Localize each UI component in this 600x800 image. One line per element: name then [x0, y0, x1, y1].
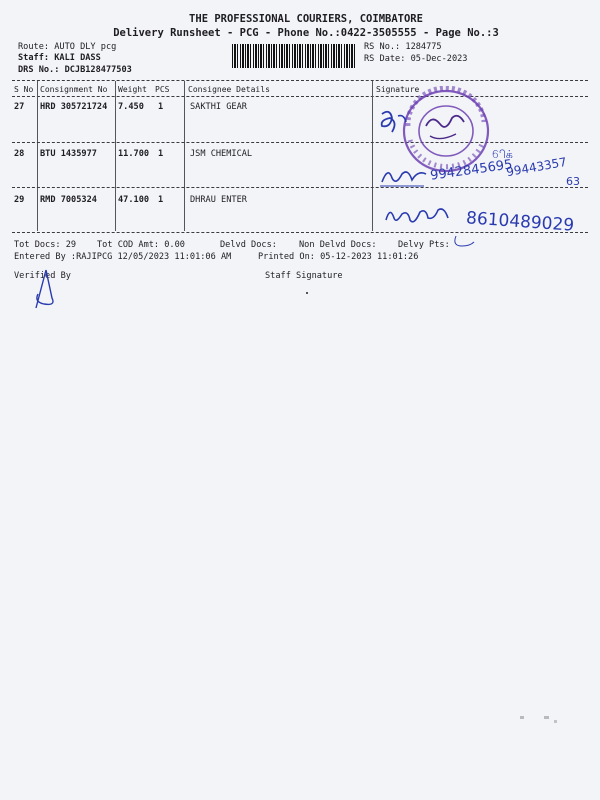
header-bottom-divider [12, 96, 588, 97]
company-name: THE PROFESSIONAL COURIERS, COIMBATORE [189, 13, 423, 25]
col-header-weight: Weight [118, 85, 147, 94]
row-weight: 7.450 [118, 102, 144, 112]
row-consignee: JSM CHEMICAL [190, 149, 253, 159]
row-weight: 47.100 [118, 195, 150, 205]
row-divider [12, 187, 588, 188]
row-consignment: RMD 7005324 [40, 195, 97, 205]
row-28-handwritten-phone-b: 99443357 [505, 154, 568, 180]
row-29-handwritten-phone: 8610489029 [465, 208, 575, 236]
verified-by-signature [26, 268, 66, 314]
total-cod-amount: Tot COD Amt: 0.00 [97, 240, 185, 250]
row-sno: 27 [14, 102, 25, 112]
barcode [232, 44, 356, 68]
col-header-sno: S No [14, 85, 34, 94]
drs-number: DRS No.: DCJB128477503 [18, 65, 132, 75]
paper-speck [554, 720, 557, 723]
row-sno: 29 [14, 195, 25, 205]
delivery-points-scribble [452, 234, 478, 248]
col-header-consignee: Consignee Details [188, 85, 270, 94]
column-divider [37, 81, 38, 231]
row-weight: 11.700 [118, 149, 150, 159]
col-header-consignment: Consignment No [40, 85, 108, 94]
paper-speck [520, 716, 524, 719]
column-divider [184, 81, 185, 231]
staff-signature-label: Staff Signature [265, 271, 343, 281]
printed-on: Printed On: 05-12-2023 11:01:26 [258, 252, 419, 262]
row-28-handwritten-signature [378, 162, 430, 190]
row-consignee: DHRAU ENTER [190, 195, 247, 205]
row-sno: 28 [14, 149, 25, 159]
rs-date: RS Date: 05-Dec-2023 [364, 54, 468, 64]
column-divider [372, 81, 373, 231]
route-label: Route: AUTO DLY pcg [18, 42, 117, 52]
row-28-handwritten-note: 6ிக் [492, 148, 513, 161]
non-delivered-docs: Non Delvd Docs: [299, 240, 377, 250]
entered-by: Entered By :RAJIPCG 12/05/2023 11:01:06 AM [14, 252, 232, 262]
table-bottom-divider [12, 232, 588, 233]
row-consignee: SAKTHI GEAR [190, 102, 247, 112]
row-pcs: 1 [158, 149, 164, 159]
paper-speck [306, 292, 308, 294]
row-consignment: BTU 1435977 [40, 149, 97, 159]
delivered-docs: Delvd Docs: [220, 240, 277, 250]
row-27-handwritten-signature [376, 106, 422, 140]
staff-label: Staff: KALI DASS [18, 53, 101, 63]
table-top-divider [12, 80, 588, 81]
total-docs: Tot Docs: 29 [14, 240, 77, 250]
row-pcs: 1 [158, 195, 164, 205]
delivery-points: Delvy Pts: [398, 240, 450, 250]
document-title: Delivery Runsheet - PCG - Phone No.:0422-3505555 - Page No.:3 [113, 27, 499, 39]
paper-speck [544, 716, 549, 719]
row-28-handwritten-phone-a: 9942845695 [429, 157, 514, 184]
row-pcs: 1 [158, 102, 164, 112]
row-divider [12, 142, 588, 143]
row-28-handwritten-phone-c: 63 [566, 175, 580, 188]
column-divider [115, 81, 116, 231]
col-header-signature: Signature [376, 85, 420, 94]
verified-by-label: Verified By [14, 271, 71, 281]
col-header-pcs: PCS [155, 85, 170, 94]
row-29-handwritten-signature [382, 204, 462, 230]
rs-number: RS No.: 1284775 [364, 42, 442, 52]
row-consignment: HRD 305721724 [40, 102, 108, 112]
